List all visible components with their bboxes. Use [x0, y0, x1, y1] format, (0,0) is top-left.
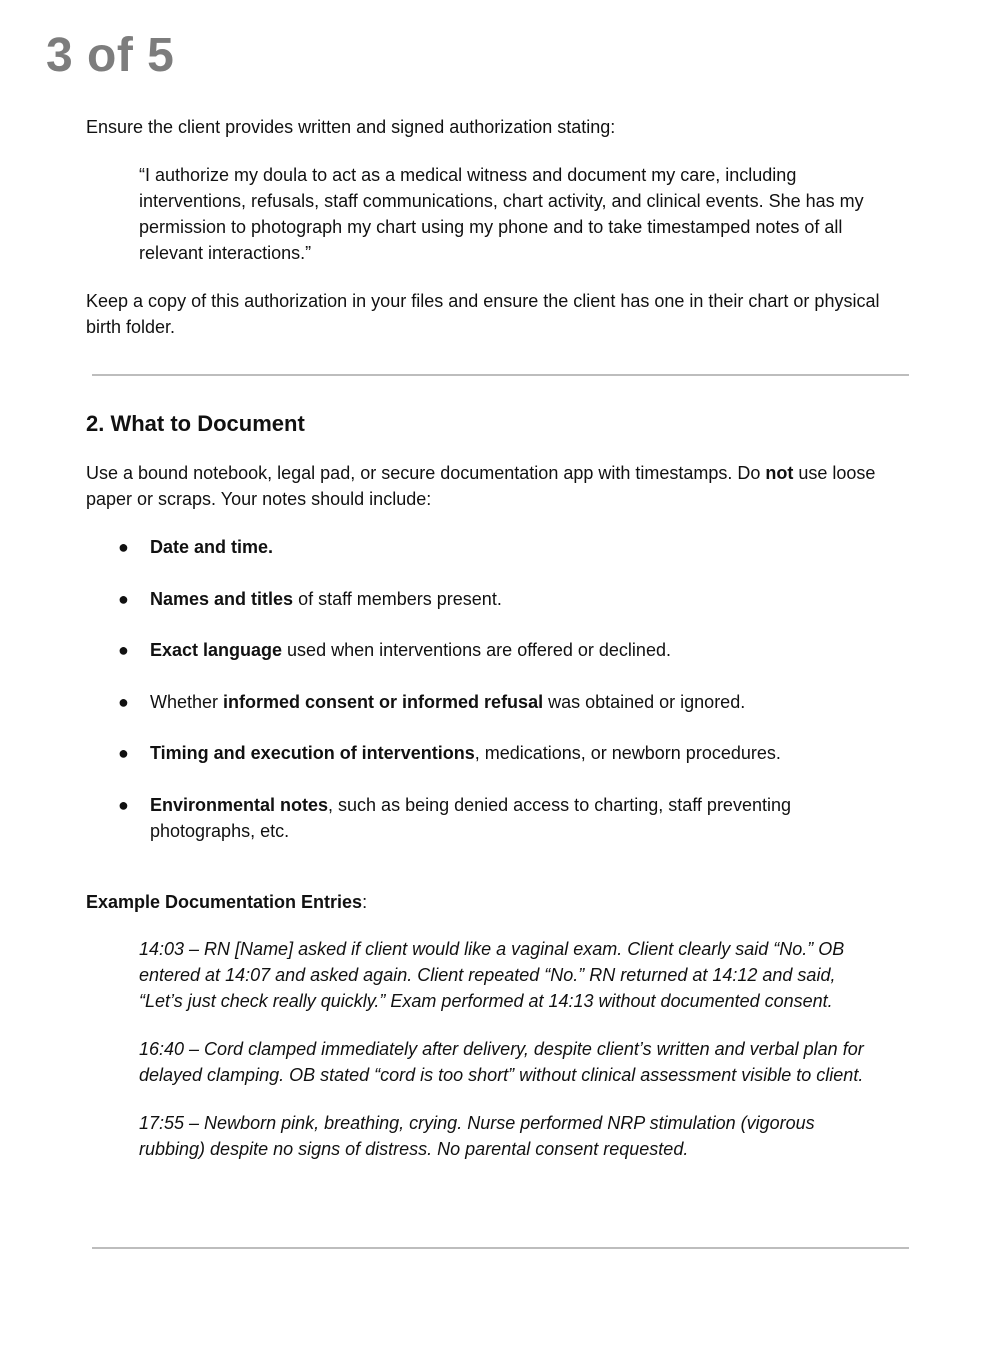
item-bold: Exact language — [150, 640, 283, 660]
example-heading-label: Example Documentation Entries — [86, 892, 363, 912]
example-heading-colon: : — [362, 892, 368, 912]
item-post: was obtained or ignored. — [543, 691, 746, 712]
bullet-icon: ● — [118, 794, 129, 815]
authorization-intro: Ensure the client provides written and signed authorization stating: — [86, 117, 616, 137]
list-item — [86, 586, 886, 612]
example-entries — [139, 936, 869, 1184]
example-entry: 14:03 – RN [Name] asked if client would like a vaginal exam. Client clearly said “No.” OB entered at 14:07 and asked again. Client repeated “No.” RN returned at 14:12 and said, “Let’s just check really quickly.” Exam performed at 14:13 without documented consent. — [139, 939, 845, 1011]
authorization-quote: “I authorize my doula to act as a medical witness and document my care, including interventions, refusals, staff communications, chart activity, and clinical events. She has my permission to photograph my chart using my phone and to take timestamped notes of all relevant interactions.” — [139, 165, 864, 263]
item-post: of staff members present. — [293, 588, 502, 609]
documentation-intro-text: Use a bound notebook, legal pad, or secure documentation app with timestamps. Do — [86, 463, 766, 483]
section-divider — [92, 374, 909, 376]
item-bold: Names and titles — [150, 588, 294, 609]
example-heading — [86, 889, 367, 915]
bullet-icon: ● — [118, 588, 129, 609]
list-item — [86, 689, 886, 715]
document-body — [86, 114, 916, 1159]
section-divider — [92, 1247, 909, 1249]
list-item — [86, 792, 886, 844]
bullet-icon: ● — [118, 640, 129, 660]
item-post: used when interventions are offered or declined. — [282, 640, 671, 660]
notes-list — [86, 534, 886, 869]
item-bold: Date and time. — [150, 537, 274, 557]
documentation-intro-text-end: use loose paper or scraps. Your notes should include: — [86, 463, 876, 509]
example-entry: 17:55 – Newborn pink, breathing, crying. Nurse performed NRP stimulation (vigorous rubbing) despite no signs of distress. No parental consent requested. — [139, 1113, 815, 1159]
bullet-icon: ● — [118, 537, 129, 557]
item-post: , medications, or newborn procedures. — [474, 743, 781, 763]
list-item — [86, 637, 886, 663]
documentation-intro-emphasis: not — [765, 463, 794, 483]
page-indicator: 3 of 5 — [46, 29, 175, 82]
section-heading: 2. What to Document — [86, 411, 305, 436]
item-bold: informed consent or informed refusal — [223, 691, 544, 712]
list-item — [86, 534, 886, 560]
documentation-intro — [86, 460, 906, 512]
example-entry: 16:40 – Cord clamped immediately after delivery, despite client’s written and verbal plan for delayed clamping. OB stated “cord is too short” without clinical assessment visible to client. — [139, 1039, 864, 1085]
list-item — [86, 740, 886, 766]
bullet-icon: ● — [118, 743, 129, 763]
bullet-icon: ● — [118, 691, 129, 712]
item-bold: Timing and execution of interventions — [150, 743, 475, 763]
item-pre: Whether — [150, 691, 224, 712]
item-bold: Environmental notes — [150, 794, 329, 815]
keep-copy-note: Keep a copy of this authorization in your files and ensure the client has one in their chart or physical birth folder. — [86, 291, 880, 337]
item-post: , such as being denied access to charting, staff preventing photographs, etc. — [150, 794, 791, 841]
